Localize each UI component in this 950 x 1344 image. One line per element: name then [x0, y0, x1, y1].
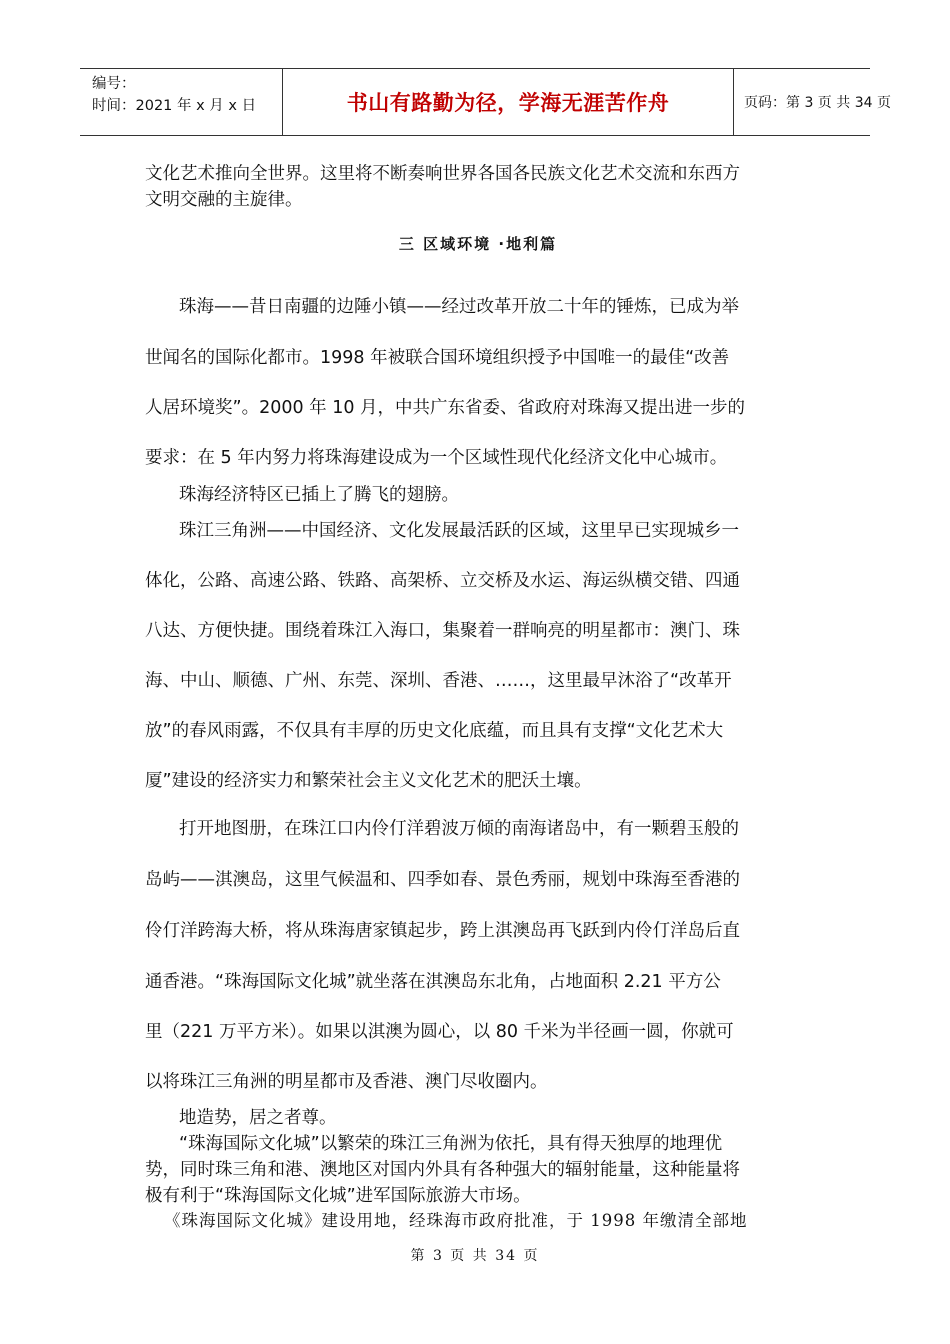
- body-line: 珠江三角洲——中国经济、文化发展最活跃的区域，这里早已实现城乡一: [179, 521, 739, 541]
- body-line: 放”的春风雨露，不仅具有丰厚的历史文化底蕴，而且具有支撑“文化艺术大: [145, 721, 724, 741]
- body-line: 要求：在 5 年内努力将珠海建设成为一个区域性现代化经济文化中心城市。: [145, 448, 728, 468]
- body-line: 地造势，居之者尊。: [179, 1108, 337, 1128]
- header-motto-cell: [282, 69, 734, 135]
- body-line: “珠海国际文化城”以繁荣的珠江三角洲为依托，具有得天独厚的地理优: [179, 1134, 723, 1154]
- body-line-serif: 《珠海国际文化城》建设用地，经珠海市政府批准，于 1998 年缴清全部地: [164, 1211, 748, 1230]
- body-line: 人居环境奖”。2000 年 10 月，中共广东省委、省政府对珠海又提出进一步的: [145, 398, 746, 418]
- body-line: 势，同时珠三角和港、澳地区对国内外具有各种强大的辐射能量，这种能量将: [145, 1160, 740, 1180]
- header-left-cell: [80, 69, 282, 135]
- number-label: 编号：: [92, 76, 136, 92]
- header-page-cell: [734, 69, 891, 135]
- body-line: 厦”建设的经济实力和繁荣社会主义文化艺术的肥沃土壤。: [145, 771, 592, 791]
- body-line: 珠海经济特区已插上了腾飞的翅膀。: [179, 485, 459, 505]
- body-line: 伶仃洋跨海大桥，将从珠海唐家镇起步，跨上淇澳岛再飞跃到内伶仃洋岛后直: [145, 921, 740, 941]
- body-line: 世闻名的国际化都市。1998 年被联合国环境组织授予中国唯一的最佳“改善: [145, 348, 730, 368]
- page-info: 页码：第 3 页 共 34 页: [744, 95, 891, 111]
- body-line: 极有利于“珠海国际文化城”进军国际旅游大市场。: [145, 1186, 531, 1206]
- intro-line: 文化艺术推向全世界。这里将不断奏响世界各国各民族文化艺术交流和东西方: [145, 164, 740, 184]
- date-label: 时间：2021 年 x 月 x 日: [92, 98, 257, 114]
- body-line: 里（221 万平方米）。如果以淇澳为圆心，以 80 千米为半径画一圆，你就可: [145, 1022, 734, 1042]
- body-line: 体化，公路、高速公路、铁路、高架桥、立交桥及水运、海运纵横交错、四通: [145, 571, 740, 591]
- motto: 书山有路勤为径，学海无涯苦作舟: [346, 91, 670, 115]
- intro-line: 文明交融的主旋律。: [145, 190, 303, 210]
- body-line: 通香港。“珠海国际文化城”就坐落在淇澳岛东北角，占地面积 2.21 平方公: [145, 972, 721, 992]
- header-table: [80, 68, 891, 136]
- section-heading: 三 区域环境 ·地利篇: [398, 235, 558, 253]
- body-line: 珠海——昔日南疆的边陲小镇——经过改革开放二十年的锤炼，已成为举: [179, 297, 739, 317]
- body-line: 岛屿——淇澳岛，这里气候温和、四季如春、景色秀丽，规划中珠海至香港的: [145, 870, 740, 890]
- body-line: 八达、方便快捷。围绕着珠江入海口，集聚着一群响亮的明星都市：澳门、珠: [145, 621, 740, 641]
- body-line: 打开地图册，在珠江口内伶仃洋碧波万倾的南海诸岛中，有一颗碧玉般的: [179, 819, 739, 839]
- body-line: 海、中山、顺德、广州、东莞、深圳、香港、……，这里最早沐浴了“改革开: [145, 671, 732, 691]
- body-line: 以将珠江三角洲的明星都市及香港、澳门尽收圈内。: [145, 1072, 548, 1092]
- page-footer: 第 3 页 共 34 页: [410, 1248, 540, 1264]
